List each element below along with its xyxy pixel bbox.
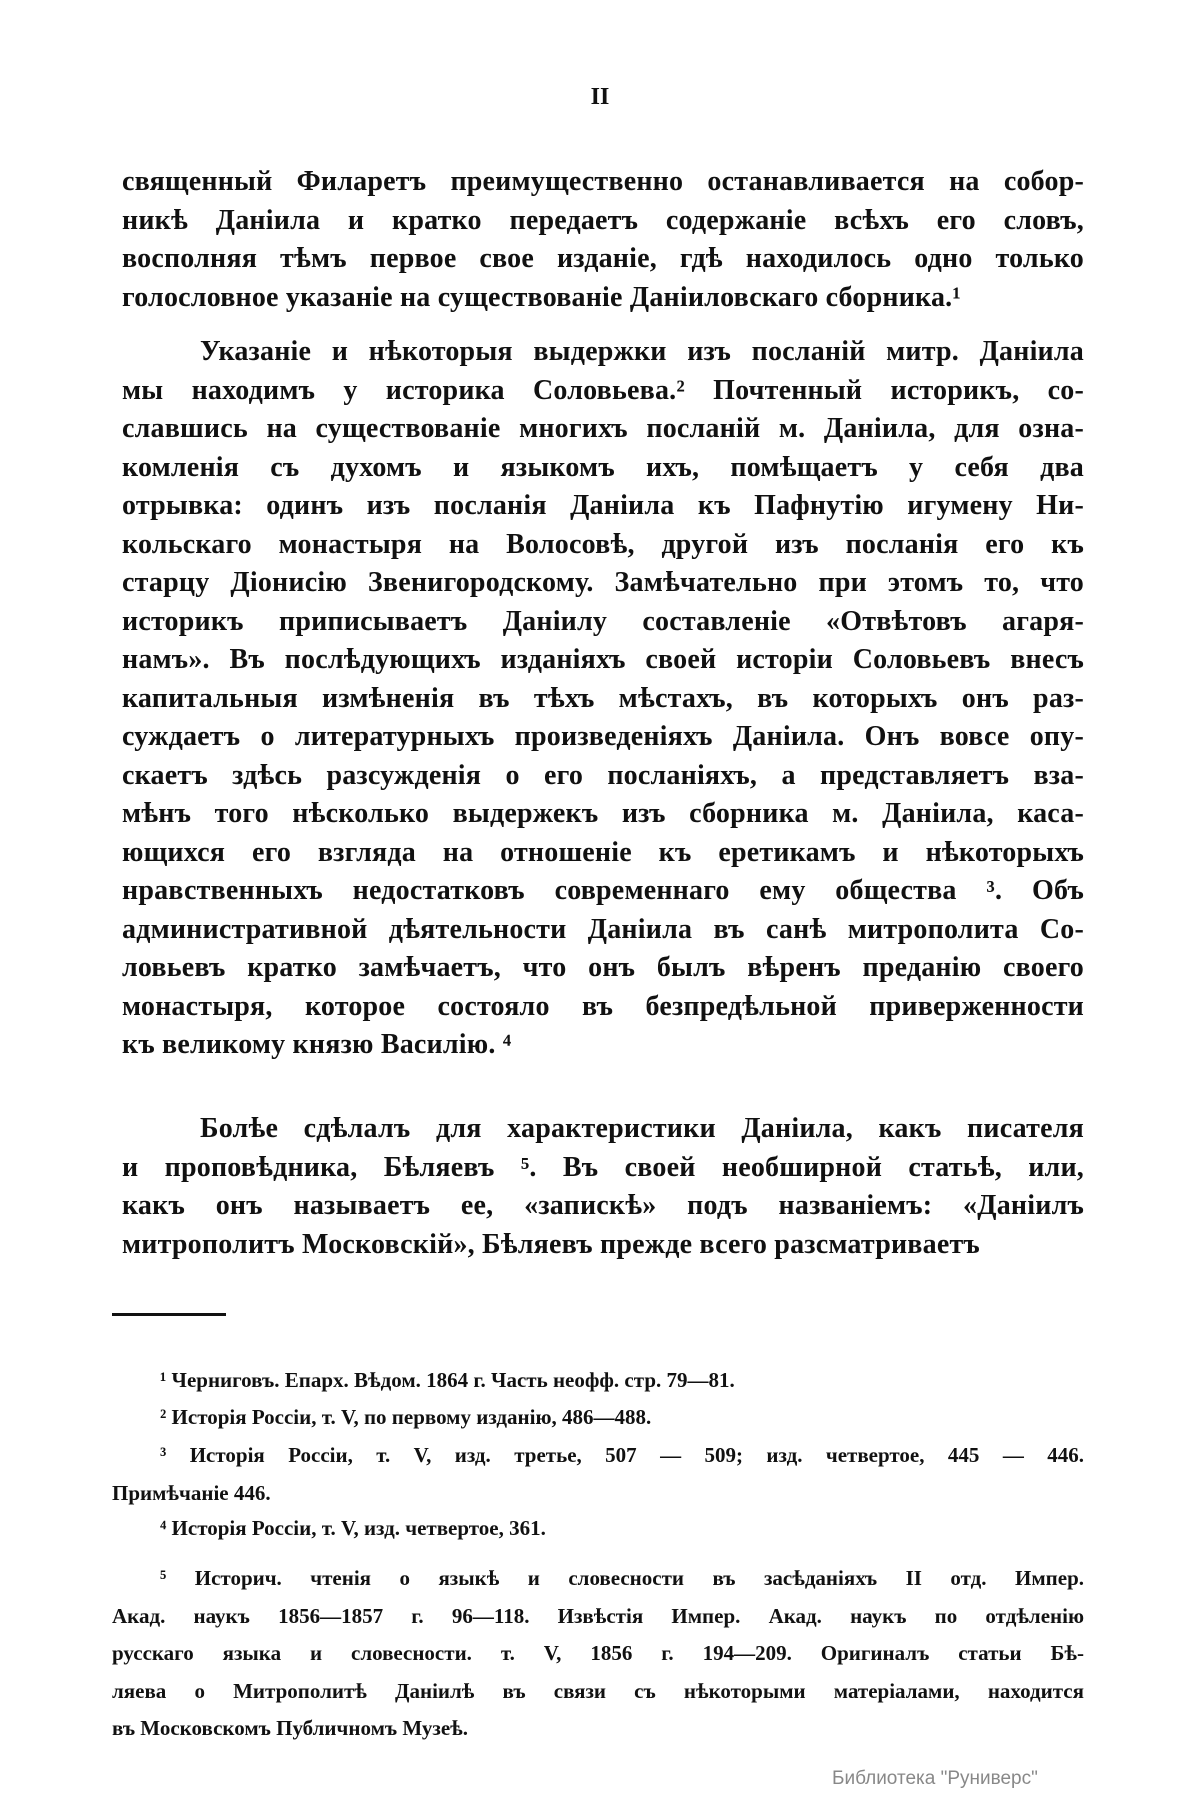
footnote-line: Примѣчаніе 446. xyxy=(112,1480,271,1505)
footnote-line: ¹ Черниговъ. Епарх. Вѣдом. 1864 г. Часть неофф. стр. 79—81. xyxy=(160,1368,735,1392)
footnote-line: ⁴ Исторія Россіи, т. V, изд. четвертое, 361. xyxy=(160,1516,546,1540)
footnote-line: ⁵ Историч. чтенія о языкѣ и словесности въ засѣданіяхъ II отд. Импер. xyxy=(160,1566,1084,1590)
footnote-line: ² Исторія Россіи, т. V, по первому изданію, 486—488. xyxy=(160,1405,652,1429)
footnote-line: русскаго языка и словесности. т. V, 1856 г. 194—209. Оригиналъ статьи Бѣ- xyxy=(112,1641,1084,1665)
paragraph-line: нравственныхъ недостатковъ современнаго ему общества ³. Объ xyxy=(122,875,1084,906)
paragraph-line: Болѣе сдѣлалъ для характеристики Даніила, какъ писателя xyxy=(200,1113,1084,1144)
paragraph-line: капитальныя измѣненія въ тѣхъ мѣстахъ, въ которыхъ онъ раз- xyxy=(122,682,1084,714)
paragraph-line: ловьевъ кратко замѣчаетъ, что онъ былъ вѣренъ преданію своего xyxy=(122,952,1084,983)
paragraph-line: историкъ приписываетъ Даніилу составленіе «Отвѣтовъ агаря- xyxy=(122,605,1084,637)
paragraph-line: суждаетъ о литературныхъ произведеніяхъ Даніила. Онъ вовсе опу- xyxy=(122,721,1084,752)
library-watermark: Библиотека "Руниверс" xyxy=(832,1768,1038,1789)
paragraph-line: и проповѣдника, Бѣляевъ ⁵. Въ своей необширной статьѣ, или, xyxy=(122,1151,1084,1183)
paragraph-line: священный Филаретъ преимущественно останавливается на собор- xyxy=(122,166,1084,197)
paragraph-line: намъ». Въ послѣдующихъ изданіяхъ своей исторіи Соловьевъ внесъ xyxy=(122,644,1084,675)
page-number: II xyxy=(590,84,610,110)
paragraph-line: кольскаго монастыря на Волосовѣ, другой изъ посланія его къ xyxy=(122,528,1084,560)
footnote-separator xyxy=(112,1313,226,1316)
paragraph-line: старцу Діонисію Звенигородскому. Замѣчательно при этомъ то, что xyxy=(122,567,1084,598)
footnote-line: ³ Исторія Россіи, т. V, изд. третье, 507 — 509; изд. четвертое, 445 — 446. xyxy=(160,1443,1084,1467)
paragraph-line: къ великому князю Василію. ⁴ xyxy=(122,1029,512,1060)
paragraph-line: монастыря, которое состояло въ безпредѣльной приверженности xyxy=(122,990,1084,1022)
footnote-line: Акад. наукъ 1856—1857 г. 96—118. Извѣстія Импер. Акад. наукъ по отдѣленію xyxy=(112,1603,1084,1628)
paragraph-line: никѣ Даніила и кратко передаетъ содержаніе всѣхъ его словъ, xyxy=(122,204,1084,236)
footnote-line: въ Московскомъ Публичномъ Музеѣ. xyxy=(112,1716,469,1740)
paragraph-line: комленія съ духомъ и языкомъ ихъ, помѣщаетъ у себя два xyxy=(122,451,1084,483)
paragraph-line: славшись на существованіе многихъ посланій м. Даніила, для озна- xyxy=(122,413,1084,444)
paragraph-line: Указаніе и нѣкоторыя выдержки изъ посланій митр. Даніила xyxy=(200,336,1084,367)
paragraph-line: мы находимъ у историка Соловьева.² Почтенный историкъ, со- xyxy=(122,374,1084,406)
paragraph-line: какъ онъ называетъ ее, «запискѣ» подъ названіемъ: «Даніилъ xyxy=(122,1190,1084,1221)
paragraph-line: скаетъ здѣсь разсужденія о его посланіяхъ, а представляетъ вза- xyxy=(122,759,1084,791)
paragraph-line: восполняя тѣмъ первое свое изданіе, гдѣ находилось одно только xyxy=(122,243,1084,274)
paragraph-line: мѣнъ того нѣсколько выдержекъ изъ сборника м. Даніила, каса- xyxy=(122,798,1084,829)
paragraph-line: голословное указаніе на существованіе Даніиловскаго сборника.¹ xyxy=(122,281,961,313)
paragraph-line: митрополитъ Московскій», Бѣляевъ прежде всего разсматриваетъ xyxy=(122,1228,980,1260)
paragraph-line: отрывка: одинъ изъ посланія Даніила къ Пафнутію игумену Ни- xyxy=(122,490,1084,521)
paragraph-line: административной дѣятельности Даніила въ санѣ митрополита Со- xyxy=(122,913,1084,945)
paragraph-line: ющихся его взгляда на отношеніе къ еретикамъ и нѣкоторыхъ xyxy=(122,836,1084,868)
footnote-line: ляева о Митрополитѣ Даніилѣ въ связи съ нѣкоторыми матеріалами, находится xyxy=(112,1678,1084,1703)
